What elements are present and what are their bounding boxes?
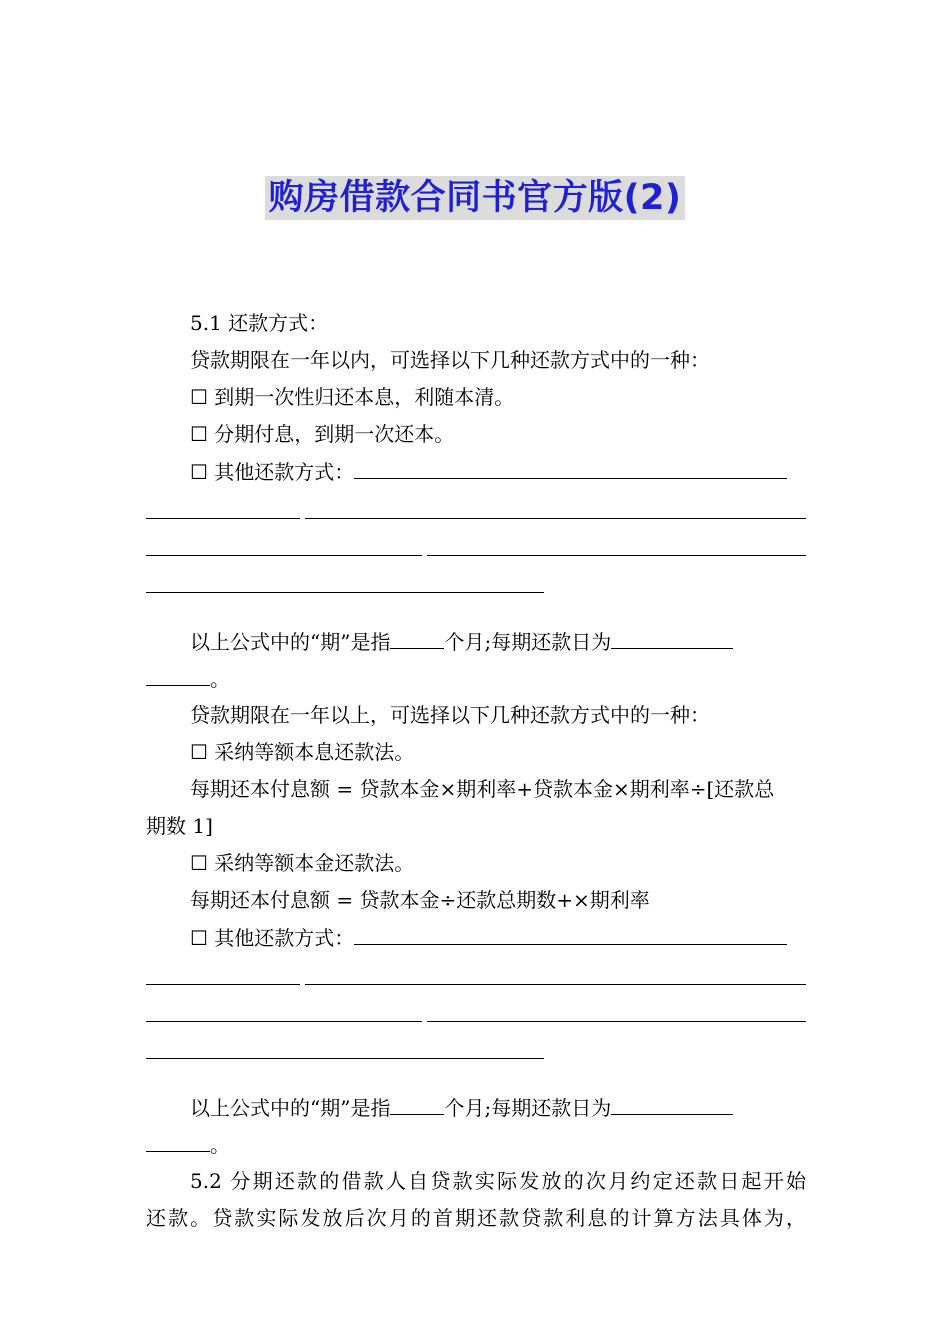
period-text-a: 以上公式中的“期”是指 <box>190 630 391 654</box>
blank-segment <box>146 591 544 593</box>
over-year-formula-1-line1: 每期还本付息额 = 贷款本金×期利率+贷款本金×期利率÷[还款总 <box>190 777 775 801</box>
blank-segment <box>427 1020 806 1022</box>
within-year-option-1[interactable]: ☐ 到期一次性归还本息，利随本清。 <box>190 385 515 409</box>
over-year-period-line <box>146 1089 806 1126</box>
over-year-option-1[interactable]: ☐ 采纳等额本息还款法。 <box>190 740 415 764</box>
over-year-period-line-end <box>146 1126 806 1163</box>
over-year-other-blank-row-3[interactable] <box>146 1030 806 1067</box>
within-year-option-other-label: ☐ 其他还款方式： <box>190 460 355 484</box>
period-text-b: 个月;每期还款日为 <box>444 1096 612 1120</box>
document-body <box>146 305 806 1237</box>
title-wrapper <box>0 176 950 220</box>
blank-segment <box>305 517 806 519</box>
within-year-option-2[interactable]: ☐ 分期付息，到期一次还本。 <box>190 422 455 446</box>
section-5-2-line1: 5.2 分期还款的借款人自贷款实际发放的次月约定还款日起开始 <box>190 1169 806 1193</box>
repayment-day-blank[interactable] <box>611 1089 733 1115</box>
repayment-day-blank[interactable] <box>611 623 733 649</box>
over-year-formula-1-line2: 期数 1] <box>146 814 213 838</box>
repayment-day-blank-cont[interactable] <box>146 660 210 686</box>
over-year-intro: 贷款期限在一年以上，可选择以下几种还款方式中的一种： <box>190 703 710 727</box>
period-text-end: 。 <box>210 1133 230 1157</box>
within-year-period-line-end <box>146 660 806 697</box>
blank-segment <box>305 983 806 985</box>
blank-segment <box>146 554 422 556</box>
within-year-period-line <box>146 623 806 660</box>
document-title: 购房借款合同书官方版(2) <box>265 176 686 220</box>
over-year-option-other[interactable] <box>146 919 806 956</box>
blank-segment <box>146 517 300 519</box>
section-5-2-line2: 还款。贷款实际发放后次月的首期还款贷款利息的计算方法具体为， <box>146 1206 806 1230</box>
blank-segment <box>146 1057 544 1059</box>
period-text-a: 以上公式中的“期”是指 <box>190 1096 391 1120</box>
blank-segment <box>146 1020 422 1022</box>
spacer <box>146 601 806 623</box>
within-year-other-blank-row-1[interactable] <box>146 490 806 527</box>
blank-segment <box>146 983 300 985</box>
section-5-1-heading: 5.1 还款方式： <box>190 311 329 335</box>
within-year-intro: 贷款期限在一年以内，可选择以下几种还款方式中的一种： <box>190 348 710 372</box>
blank-segment <box>427 554 806 556</box>
over-year-formula-2: 每期还本付息额 = 贷款本金÷还款总期数+×期利率 <box>190 888 650 912</box>
within-year-other-blank-1[interactable] <box>354 453 787 479</box>
within-year-other-blank-row-2[interactable] <box>146 527 806 564</box>
over-year-other-blank-row-2[interactable] <box>146 993 806 1030</box>
period-text-end: 。 <box>210 667 230 691</box>
period-months-blank[interactable] <box>390 1089 444 1115</box>
period-text-b: 个月;每期还款日为 <box>444 630 612 654</box>
repayment-day-blank-cont[interactable] <box>146 1126 210 1152</box>
over-year-other-blank-1[interactable] <box>354 919 787 945</box>
over-year-option-other-label: ☐ 其他还款方式： <box>190 926 355 950</box>
within-year-option-other[interactable] <box>146 453 806 490</box>
period-months-blank[interactable] <box>390 623 444 649</box>
over-year-other-blank-row-1[interactable] <box>146 956 806 993</box>
within-year-other-blank-row-3[interactable] <box>146 564 806 601</box>
over-year-option-2[interactable]: ☐ 采纳等额本金还款法。 <box>190 851 415 875</box>
spacer <box>146 1067 806 1089</box>
